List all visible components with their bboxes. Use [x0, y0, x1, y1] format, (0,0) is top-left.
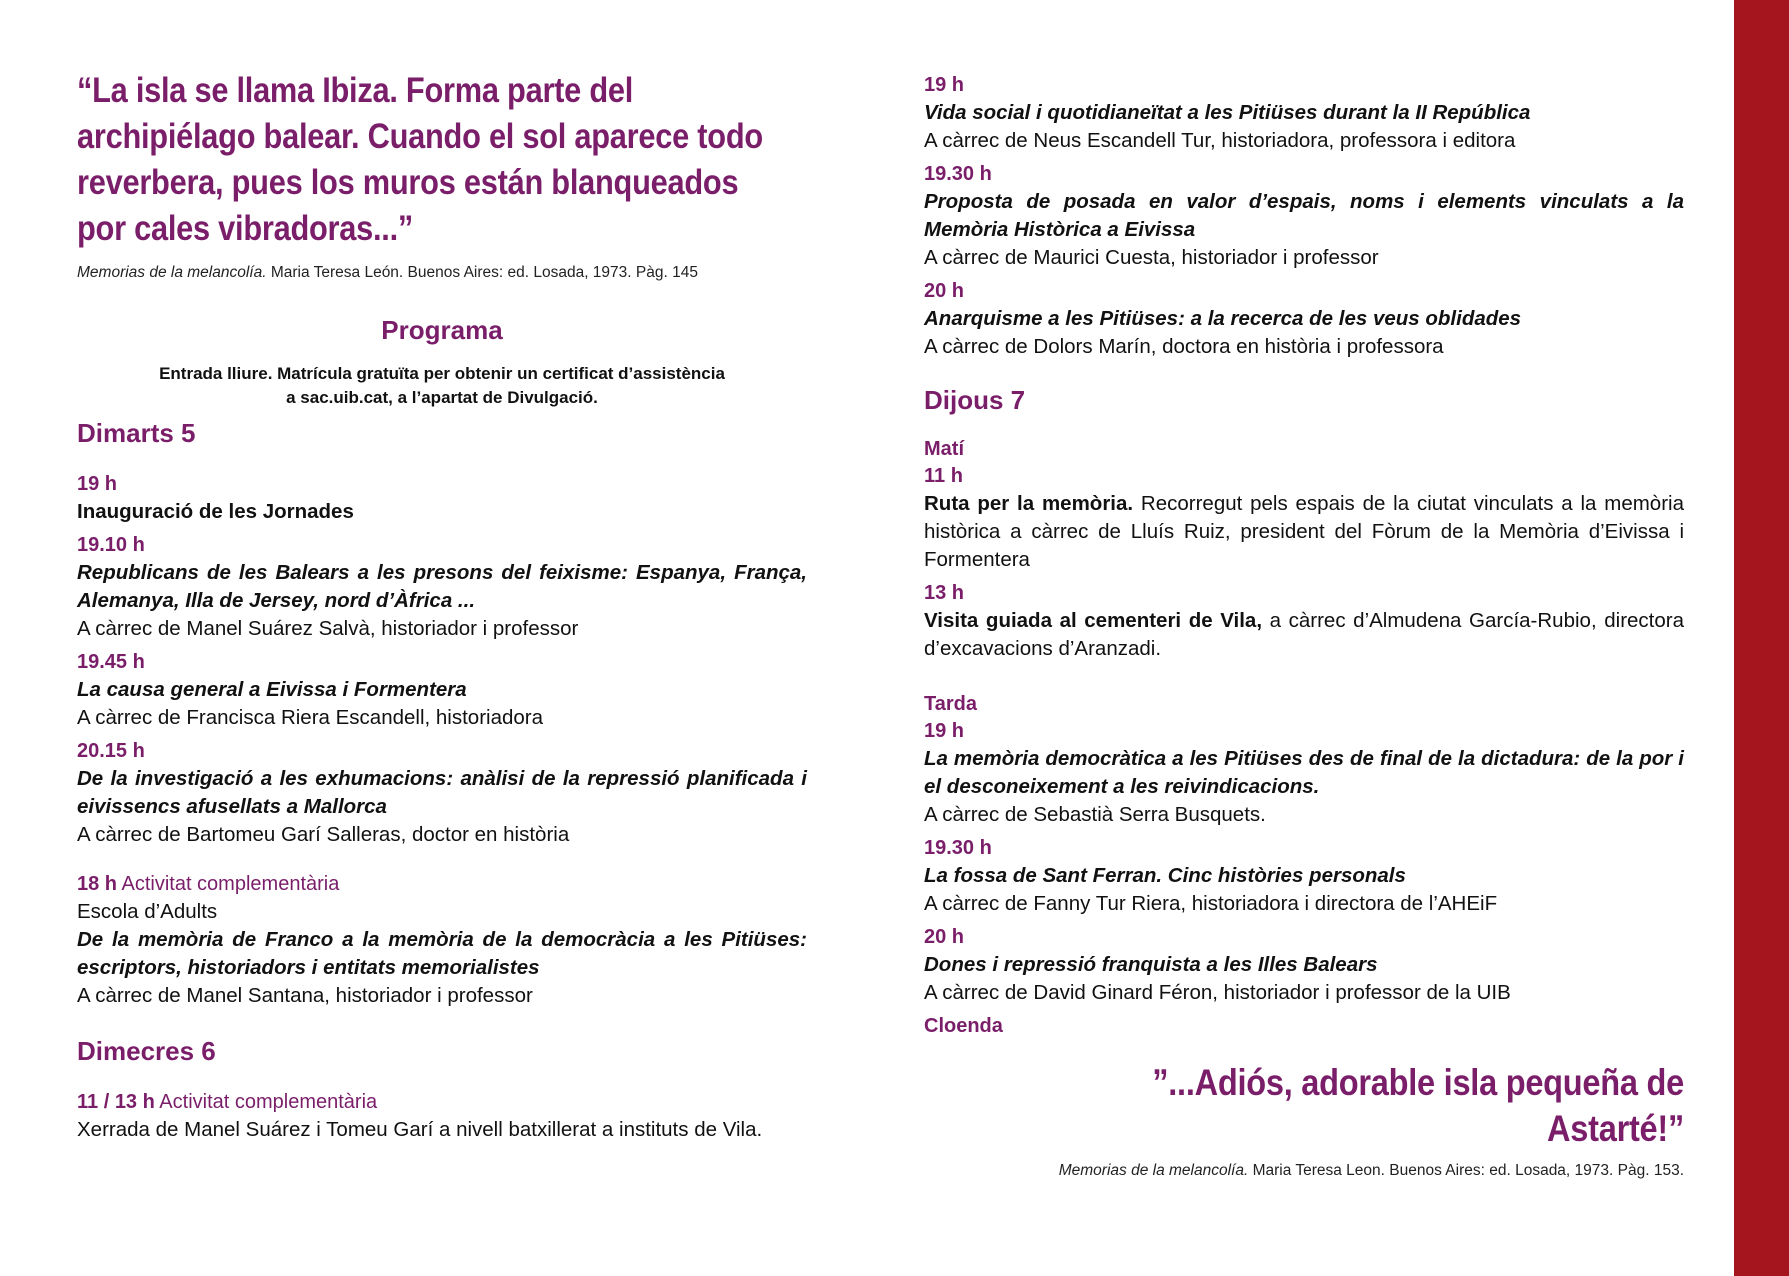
- subheading-tarda: Tarda: [924, 693, 977, 715]
- entrada-line: a sac.uib.cat, a l’apartat de Divulgació.: [286, 388, 598, 407]
- quote-line: archipiélago balear. Cuando el sol aparece todo: [77, 117, 763, 156]
- closing-citation: [924, 1162, 1684, 1180]
- session-speaker: A càrrec de Maurici Cuesta, historiador i professor: [924, 246, 1379, 269]
- session-time: 19 h: [77, 473, 118, 495]
- session-time: 19 h: [924, 74, 965, 96]
- right-column: [924, 68, 1684, 1180]
- session-time: 20 h: [924, 280, 965, 302]
- session-text: Xerrada de Manel Suárez i Tomeu Garí a nivell batxillerat a instituts de Vila.: [77, 1118, 763, 1141]
- session-speaker: A càrrec de Francisca Riera Escandell, historiadora: [77, 706, 544, 729]
- quote-line: por cales vibradoras...”: [77, 209, 414, 248]
- session-time: 19.45 h: [77, 651, 145, 673]
- entrada-line: Entrada lliure. Matrícula gratuïta per obtenir un certificat d’assistència: [159, 364, 725, 383]
- session-time: [77, 871, 807, 898]
- day-heading-dijous: Dijous 7: [924, 385, 1026, 415]
- session-title: De la memòria de Franco a la memòria de la democràcia a les Pitiüses: escriptors, historiadors i entitats memorialistes: [77, 928, 807, 979]
- session-text: [924, 607, 1684, 663]
- session-time: 19 h: [924, 720, 965, 742]
- session-time: 20 h: [924, 926, 965, 948]
- session-time: 19.30 h: [924, 163, 992, 185]
- session-speaker: A càrrec de David Ginard Féron, historiador i professor de la UIB: [924, 981, 1511, 1004]
- session-title: Anarquisme a les Pitiüses: a la recerca de les veus oblidades: [924, 307, 1522, 330]
- day-heading-dimecres: Dimecres 6: [77, 1036, 216, 1066]
- citation-rest: Maria Teresa Leon. Buenos Aires: ed. Losada, 1973. Pàg. 153.: [1248, 1162, 1684, 1179]
- complementary-label: Activitat complementària: [117, 873, 340, 895]
- left-column: [77, 68, 807, 1144]
- session-time: 19.30 h: [924, 837, 992, 859]
- session-speaker: A càrrec de Fanny Tur Riera, historiadora i directora de l’AHEiF: [924, 892, 1498, 915]
- citation-title: Memorias de la melancolía.: [77, 264, 267, 281]
- session-description: a càrrec d’Almudena García-Rubio, directora d’excavacions d’Aranzadi.: [924, 609, 1684, 660]
- session-speaker: A càrrec de Bartomeu Garí Salleras, doctor en història: [77, 823, 570, 846]
- session-title: Proposta de posada en valor d’espais, noms i elements vinculats a la Memòria Històrica a Eivissa: [924, 190, 1684, 241]
- session-place: Escola d’Adults: [77, 900, 218, 923]
- opening-quote: [77, 68, 825, 252]
- time-value: 11 / 13 h: [77, 1091, 155, 1113]
- citation-title: Memorias de la melancolía.: [1058, 1162, 1249, 1179]
- session-time: 11 h: [924, 465, 963, 487]
- day-heading-dimarts: Dimarts 5: [77, 418, 196, 448]
- session-title: La causa general a Eivissa i Formentera: [77, 678, 467, 701]
- session-speaker: A càrrec de Manel Suárez Salvà, historiador i professor: [77, 617, 579, 640]
- session-title: Visita guiada al cementeri de Vila,: [924, 609, 1263, 632]
- session-speaker: A càrrec de Sebastià Serra Busquets.: [924, 803, 1266, 826]
- entrada-notice: [77, 362, 807, 410]
- session-text: [924, 490, 1684, 574]
- session-title: La memòria democràtica a les Pitiüses des de final de la dictadura: de la por i el desconeixement a les reivindicacions.: [924, 747, 1684, 798]
- session-speaker: A càrrec de Dolors Marín, doctora en història i professora: [924, 335, 1444, 358]
- session-title: Republicans de les Balears a les presons del feixisme: Espanya, França, Alemanya, Illa de Jersey, nord d’Àfrica ...: [77, 561, 807, 612]
- session-time: 13 h: [924, 582, 965, 604]
- opening-citation: [77, 264, 807, 282]
- programa-heading: Programa: [381, 315, 503, 345]
- session-title: Dones i repressió franquista a les Illes Balears: [924, 953, 1378, 976]
- session-time: 19.10 h: [77, 534, 145, 556]
- closing-quote: ”...Adiós, adorable isla pequeña de Astarté!”: [1152, 1062, 1684, 1149]
- session-time: [77, 1089, 807, 1116]
- session-time: 20.15 h: [77, 740, 145, 762]
- quote-line: “La isla se llama Ibiza. Forma parte del: [77, 71, 634, 110]
- cloenda-label: Cloenda: [924, 1015, 1003, 1037]
- complementary-label: Activitat complementària: [154, 1091, 378, 1113]
- session-description: Recorregut pels espais de la ciutat vinculats a la memòria històrica a càrrec de Lluís Ruiz, president del Fòrum de la Memòria d’Eivissa i Formentera: [924, 492, 1684, 571]
- quote-line: reverbera, pues los muros están blanqueados: [77, 163, 739, 202]
- session-title: Inauguració de les Jornades: [77, 500, 354, 523]
- session-title: De la investigació a les exhumacions: anàlisi de la repressió planificada i eivissencs afusellats a Mallorca: [77, 767, 807, 818]
- session-speaker: A càrrec de Neus Escandell Tur, historiadora, professora i editora: [924, 129, 1516, 152]
- time-value: 18 h: [77, 873, 118, 895]
- red-side-band: [1734, 0, 1789, 1276]
- session-title: Ruta per la memòria.: [924, 492, 1134, 515]
- citation-rest: Maria Teresa León. Buenos Aires: ed. Losada, 1973. Pàg. 145: [266, 264, 698, 281]
- session-speaker: A càrrec de Manel Santana, historiador i professor: [77, 984, 533, 1007]
- session-title: La fossa de Sant Ferran. Cinc històries personals: [924, 864, 1406, 887]
- session-title: Vida social i quotidianeïtat a les Pitiüses durant la II República: [924, 101, 1531, 124]
- subheading-mati: Matí: [924, 438, 964, 460]
